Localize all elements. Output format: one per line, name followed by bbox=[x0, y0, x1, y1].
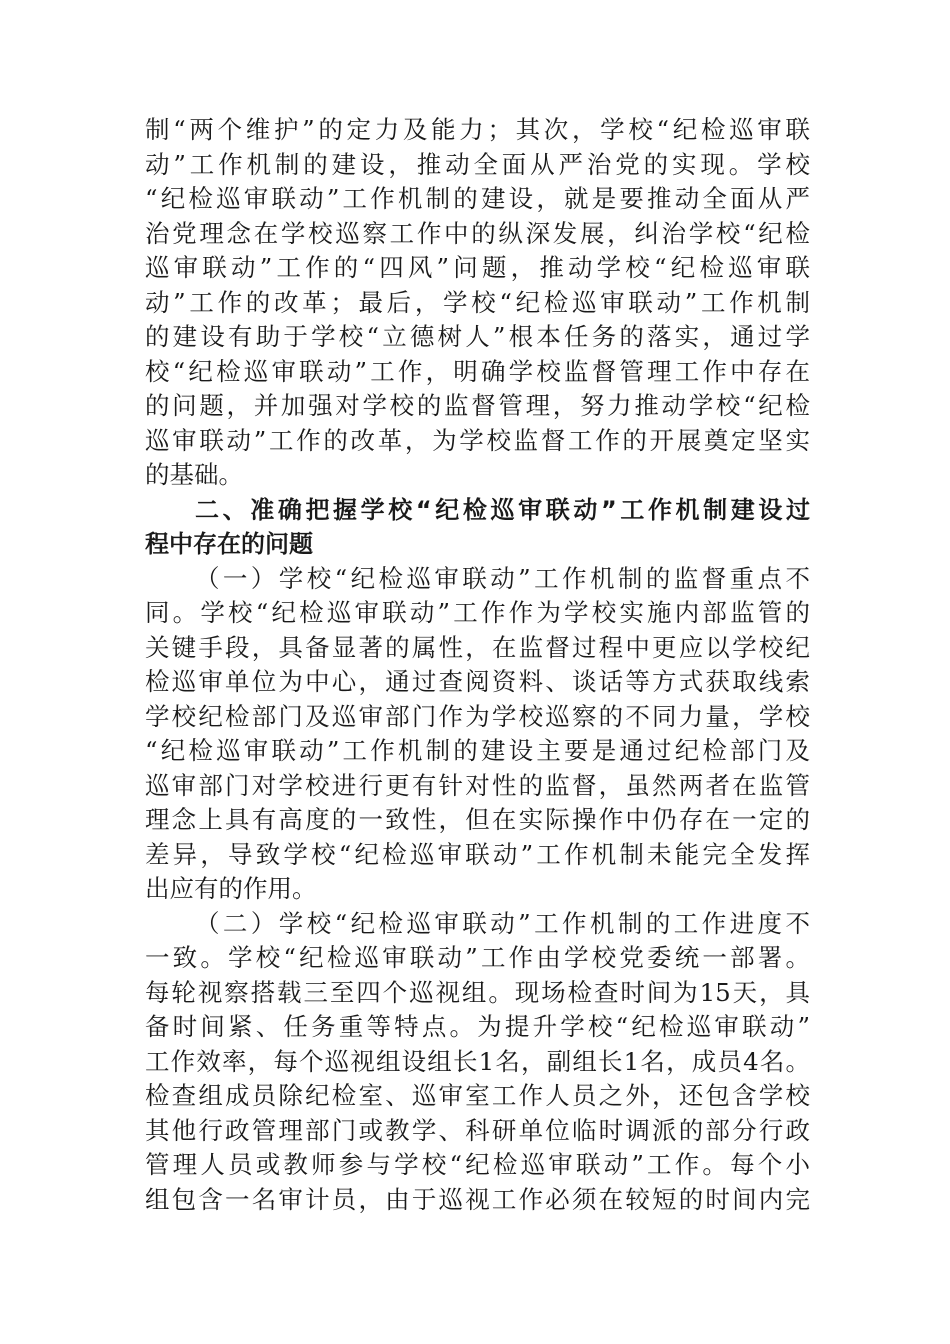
text-line: 差异，导致学校“纪检巡审联动”工作机制未能完全发挥 bbox=[145, 839, 810, 869]
text-line: 关键手段，具备显著的属性，在监督过程中更应以学校纪 bbox=[145, 632, 810, 662]
text-line: 巡审联动”工作的改革，为学校监督工作的开展奠定坚实 bbox=[145, 425, 810, 455]
text-line: 同。学校“纪检巡审联动”工作作为学校实施内部监管的 bbox=[145, 598, 810, 627]
text-line: 动”工作的改革；最后，学校“纪检巡审联动”工作机制 bbox=[145, 287, 810, 317]
text-line: （一）学校“纪检巡审联动”工作机制的监督重点不 bbox=[195, 563, 810, 593]
text-line: 动”工作机制的建设，推动全面从严治党的实现。学校 bbox=[145, 149, 810, 179]
text-line: （二）学校“纪检巡审联动”工作机制的工作进度不 bbox=[195, 908, 810, 938]
section-heading bbox=[145, 493, 810, 562]
text-line: “纪检巡审联动”工作机制的建设，就是要推动全面从严 bbox=[145, 184, 810, 213]
text-line: 巡审部门对学校进行更有针对性的监督，虽然两者在监管 bbox=[145, 770, 810, 800]
text-line: 校“纪检巡审联动”工作，明确学校监督管理工作中存在 bbox=[145, 356, 810, 386]
text-line: 出应有的作用。 bbox=[145, 874, 317, 903]
text-line: 每轮视察搭载三至四个巡视组。现场检查时间为15天，具 bbox=[145, 977, 810, 1007]
text-line: 的基础。 bbox=[145, 460, 243, 489]
text-line: 其他行政管理部门或教学、科研单位临时调派的部分行政 bbox=[145, 1115, 810, 1145]
text-line: 一致。学校“纪检巡审联动”工作由学校党委统一部署。 bbox=[145, 943, 810, 972]
text-line: 管理人员或教师参与学校“纪检巡审联动”工作。每个小 bbox=[145, 1150, 810, 1179]
text-line: 治党理念在学校巡察工作中的纵深发展，纠治学校“纪检 bbox=[145, 218, 810, 248]
text-line: 学校纪检部门及巡审部门作为学校巡察的不同力量，学校 bbox=[145, 701, 810, 731]
text-line: “纪检巡审联动”工作机制的建设主要是通过纪检部门及 bbox=[145, 736, 810, 765]
text-line: 检查组成员除纪检室、巡审室工作人员之外，还包含学校 bbox=[145, 1081, 810, 1110]
paragraph-subsection-1 bbox=[145, 562, 810, 907]
text-line: 检巡审单位为中心，通过查阅资料、谈话等方式获取线索 bbox=[145, 667, 810, 696]
heading-line: 二、准确把握学校“纪检巡审联动”工作机制建设过 bbox=[195, 495, 810, 524]
text-line: 理念上具有高度的一致性，但在实际操作中仍存在一定的 bbox=[145, 805, 810, 834]
text-line: 制“两个维护”的定力及能力；其次，学校“纪检巡审联 bbox=[145, 115, 810, 144]
text-line: 的建设有助于学校“立德树人”根本任务的落实，通过学 bbox=[145, 322, 810, 351]
text-line: 工作效率，每个巡视组设组长1名，副组长1名，成员4名。 bbox=[145, 1046, 810, 1076]
paragraph-continuation bbox=[145, 113, 810, 493]
text-line: 组包含一名审计员，由于巡视工作必须在较短的时间内完 bbox=[145, 1184, 810, 1214]
text-line: 巡审联动”工作的“四风”问题，推动学校“纪检巡审联 bbox=[145, 253, 810, 282]
heading-line: 程中存在的问题 bbox=[145, 530, 313, 558]
document-body bbox=[145, 113, 810, 1217]
paragraph-subsection-2 bbox=[145, 907, 810, 1218]
text-line: 备时间紧、任务重等特点。为提升学校“纪检巡审联动” bbox=[145, 1012, 810, 1041]
text-line: 的问题，并加强对学校的监督管理，努力推动学校“纪检 bbox=[145, 391, 810, 420]
